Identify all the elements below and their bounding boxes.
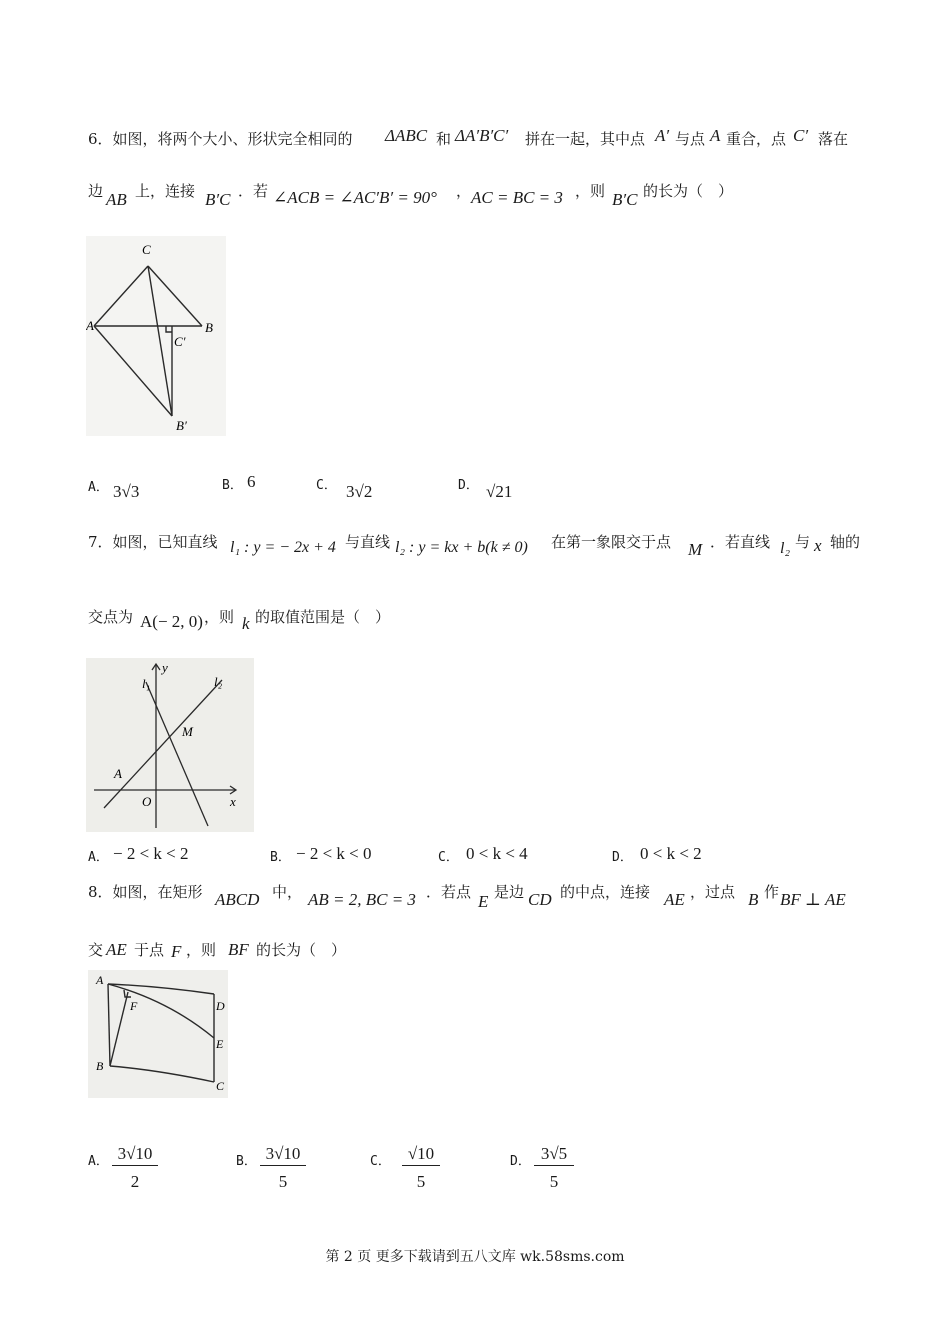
q6-figure bbox=[86, 236, 226, 436]
q8-CD: CD bbox=[528, 890, 552, 909]
q7-then: ，则 bbox=[204, 608, 235, 626]
q8-figure bbox=[88, 970, 228, 1098]
q6-text-1: 6．如图，将两个大小、形状完全相同的 bbox=[88, 130, 353, 148]
q6-pA: A bbox=[710, 126, 721, 145]
q6-label-B: B bbox=[205, 320, 213, 335]
q6-fallon: 落在 bbox=[818, 130, 849, 148]
q6-pC1: C′ bbox=[793, 126, 809, 145]
q8-through: ，过点 bbox=[690, 883, 736, 901]
q6-with: 与点 bbox=[675, 130, 706, 148]
q6-optB-label: B． bbox=[222, 478, 243, 493]
q7-if-line: ．若直线 bbox=[710, 533, 771, 551]
q6-pA1: A′ bbox=[655, 126, 670, 145]
q7-optA-label: A． bbox=[88, 850, 109, 865]
q8-dims: AB = 2, BC = 3 bbox=[308, 890, 416, 909]
q6-BC2: B′C bbox=[612, 190, 638, 209]
q7-with-line: 与直线 bbox=[345, 533, 391, 551]
q8-optA-label: A． bbox=[88, 1154, 109, 1169]
q7-M: M bbox=[688, 540, 703, 559]
page-footer: 第 2 页 更多下载请到五八文库 wk.58sms.com bbox=[325, 1249, 625, 1265]
q8-label-B: B bbox=[96, 1059, 104, 1073]
q7-label-l1: l₁ bbox=[142, 676, 151, 691]
q8-optD-value bbox=[534, 1144, 574, 1192]
q7-label-l2: l₂ bbox=[214, 674, 223, 689]
q6-coincide: 重合，点 bbox=[726, 130, 787, 148]
q6-optD-label: D． bbox=[458, 478, 479, 493]
q8-B: B bbox=[748, 890, 759, 909]
q8-ABCD: ABCD bbox=[215, 890, 260, 909]
q7-optD-value: 0 < k < 2 bbox=[640, 844, 702, 863]
q7-optC-value: 0 < k < 4 bbox=[466, 844, 528, 863]
q8-make: 作 bbox=[764, 883, 780, 901]
q8-perp: BF ⊥ AE bbox=[780, 890, 846, 909]
q6-and: 和 bbox=[436, 130, 452, 148]
q8-label-D: D bbox=[216, 999, 225, 1013]
q8-is-side: 是边 bbox=[494, 883, 525, 901]
q6-optB-value: 6 bbox=[247, 472, 256, 491]
q6-optA-label: A． bbox=[88, 480, 109, 495]
q8-label-A: A bbox=[96, 973, 104, 987]
q6-AB: AB bbox=[106, 190, 127, 209]
q8-optC-num: √10 bbox=[402, 1144, 440, 1166]
q7-k: k bbox=[242, 614, 250, 633]
q8-optC-label: C． bbox=[370, 1154, 391, 1169]
q6-cond1: ∠ACB = ∠AC′B′ = 90° bbox=[273, 188, 437, 207]
q7-figure-bg bbox=[86, 658, 254, 832]
q8-BF: BF bbox=[228, 940, 249, 959]
q8-optB-value bbox=[260, 1144, 306, 1192]
q8-midpoint: 的中点，连接 bbox=[560, 883, 651, 901]
q6-text-1b: 拼在一起，其中点 bbox=[525, 130, 646, 148]
q6-label-C1: C′ bbox=[174, 334, 186, 349]
q6-then: ，则 bbox=[575, 182, 606, 200]
q7-axis: 轴的 bbox=[830, 533, 861, 551]
q7-label-O: O bbox=[142, 794, 152, 809]
q8-optB-label: B． bbox=[236, 1154, 257, 1169]
q7-optD-label: D． bbox=[612, 850, 633, 865]
q7-ask: 的取值范围是（ ） bbox=[255, 608, 391, 626]
q8-then: ，则 bbox=[186, 941, 217, 959]
q8-text-2: 交 bbox=[88, 941, 104, 959]
q7-and: 与 bbox=[795, 533, 811, 551]
q6-cond2: AC = BC = 3 bbox=[471, 188, 563, 207]
q8-label-C: C bbox=[216, 1079, 225, 1093]
q6-label-B1: B′ bbox=[176, 418, 187, 433]
q6-BC1: B′C bbox=[205, 190, 231, 209]
q6-label-A: A bbox=[86, 318, 94, 333]
q8-optD-den: 5 bbox=[549, 1172, 559, 1191]
q8-optD-label: D． bbox=[510, 1154, 531, 1169]
q6-ask: 的长为（ ） bbox=[643, 182, 734, 200]
q6-tri1: ΔABC bbox=[385, 126, 428, 145]
q8-AE2: AE bbox=[106, 940, 127, 959]
q7-label-x: x bbox=[230, 794, 236, 809]
q7-x: x bbox=[814, 536, 822, 555]
q8-optA-value bbox=[112, 1144, 158, 1192]
q7-label-M: M bbox=[182, 724, 193, 739]
q6-optC-value: 3√2 bbox=[346, 482, 373, 501]
q6-if: ．若 bbox=[238, 182, 269, 200]
q8-optB-den: 5 bbox=[278, 1172, 288, 1191]
q7-intersect: 在第一象限交于点 bbox=[551, 533, 672, 551]
q7-optB-label: B． bbox=[270, 850, 291, 865]
q8-optD-num: 3√5 bbox=[534, 1144, 574, 1166]
q8-text-1: 8．如图，在矩形 bbox=[88, 883, 203, 901]
q6-figure-bg bbox=[86, 236, 226, 436]
q8-if-pt: ．若点 bbox=[426, 883, 472, 901]
q8-optA-den: 2 bbox=[130, 1172, 140, 1191]
q8-optA-num: 3√10 bbox=[112, 1144, 158, 1166]
q8-optC-den: 5 bbox=[416, 1172, 426, 1191]
q7-figure bbox=[86, 658, 254, 832]
q6-tri2: ΔA′B′C′ bbox=[455, 126, 509, 145]
q7-label-A: A bbox=[114, 766, 122, 781]
q7-A: A(− 2, 0) bbox=[140, 612, 203, 631]
q6-label-C: C bbox=[142, 242, 151, 257]
q6-optA-value: 3√3 bbox=[113, 482, 140, 501]
q8-label-F: F bbox=[130, 999, 138, 1013]
q7-optA-value: − 2 < k < 2 bbox=[113, 844, 189, 863]
q8-AE: AE bbox=[664, 890, 685, 909]
q8-optC-value bbox=[402, 1144, 440, 1192]
q7-l2: l₂ : y = kx + b(k ≠ 0) bbox=[395, 539, 528, 556]
q6-optD-value: √21 bbox=[486, 482, 513, 501]
q7-l2b: l₂ bbox=[780, 540, 791, 557]
q7-optC-label: C． bbox=[438, 850, 459, 865]
q8-mid: 中， bbox=[272, 883, 303, 901]
q8-F: F bbox=[171, 942, 182, 961]
q6-optC-label: C． bbox=[316, 478, 337, 493]
q8-optB-num: 3√10 bbox=[260, 1144, 306, 1166]
q8-label-E: E bbox=[216, 1037, 224, 1051]
q7-label-y: y bbox=[162, 660, 168, 675]
q6-text-2: 边 bbox=[88, 182, 104, 200]
q7-text-2: 交点为 bbox=[88, 608, 134, 626]
q8-ask: 的长为（ ） bbox=[256, 941, 347, 959]
q7-text-1: 7．如图，已知直线 bbox=[88, 533, 218, 551]
q7-optB-value: − 2 < k < 0 bbox=[296, 844, 372, 863]
q8-E: E bbox=[478, 892, 489, 911]
q6-on-connect: 上，连接 bbox=[135, 182, 196, 200]
q8-at-pt: 于点 bbox=[134, 941, 165, 959]
q7-l1: l₁ : y = − 2x + 4 bbox=[230, 539, 336, 556]
q6-comma: ， bbox=[456, 182, 472, 200]
